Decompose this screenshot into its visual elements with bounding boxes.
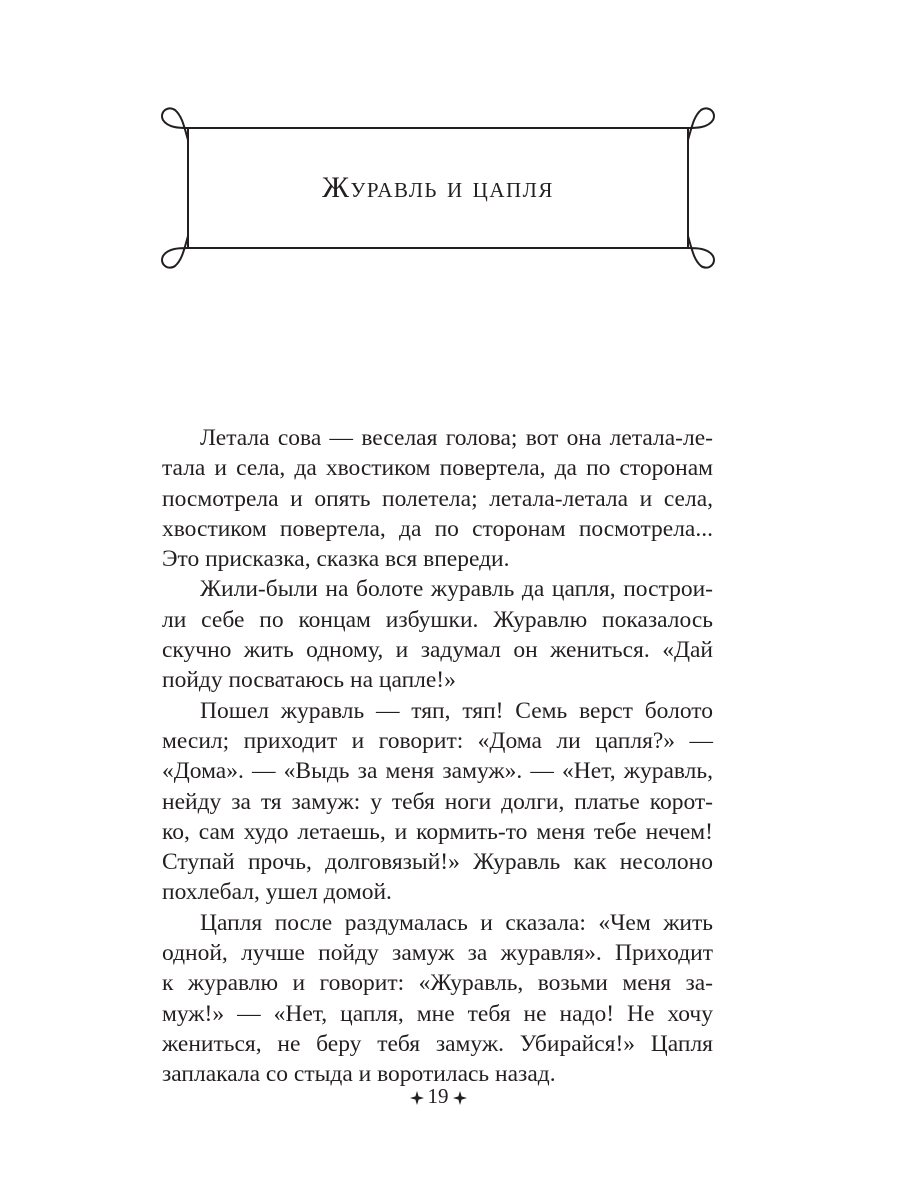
text-line: заплакала со стыда и воротилась назад. — [162, 1061, 556, 1088]
text-line: Летала сова — веселая голова; вот она летала-ле- — [200, 425, 713, 451]
text-line: ли себе по концам избушки. Журавлю показалось — [162, 606, 713, 633]
text-line: похлебал, ушел домой. — [162, 879, 392, 906]
text-line: Ступай прочь, долговязый!» Журавль как несолоно — [162, 849, 713, 876]
text-line: муж!» — «Нет, цапля, мне тебя не надо! Не хочу — [162, 1000, 713, 1027]
story-text — [162, 423, 713, 1090]
paragraph — [162, 423, 713, 574]
star-ornament-icon — [410, 1091, 424, 1105]
text-line: тала и села, да хвостиком повертела, да по сторонам — [162, 455, 713, 482]
text-line: Пошел журавль — тяп, тяп! Семь верст болото — [200, 697, 713, 724]
text-line: Жили-были на болоте журавль да цапля, построи- — [200, 576, 713, 603]
paragraph — [162, 696, 713, 908]
page-number: 19 — [427, 1084, 449, 1108]
text-line: хвостиком повертела, да по сторонам посмотрела... — [162, 515, 713, 542]
chapter-title: Журавль и цапля — [322, 171, 554, 204]
text-line: Цапля после раздумалась и сказала: «Чем жить — [200, 909, 713, 936]
text-line: скучно жить одному, и задумал он жениться. «Дай — [162, 637, 713, 664]
paragraph — [162, 574, 713, 695]
text-line: жениться, не беру тебя замуж. Убирайся!» Цапля — [162, 1030, 713, 1057]
text-line: месил; приходит и говорит: «Дома ли цапля?» — — [162, 727, 713, 754]
paragraph — [162, 908, 713, 1090]
text-line: ко, сам худо летаешь, и кормить-то меня тебе нечем! — [162, 818, 713, 845]
star-ornament-icon — [453, 1091, 467, 1105]
text-line: пойду посватаюсь на цапле!» — [162, 667, 456, 694]
page-number-footer — [0, 1082, 876, 1110]
text-line: нейду за тя замуж: у тебя ноги долги, платье корот- — [162, 788, 713, 815]
text-line: одной, лучше пойду замуж за журавля». Приходит — [162, 940, 713, 967]
text-line: к журавлю и говорит: «Журавль, возьми меня за- — [162, 970, 713, 997]
text-line: посмотрела и опять полетела; летала-летала и села, — [162, 485, 713, 512]
text-line: «Дома». — «Выдь за меня замуж». — «Нет, журавль, — [162, 758, 713, 785]
text-line: Это присказка, сказка вся впереди. — [162, 546, 510, 573]
